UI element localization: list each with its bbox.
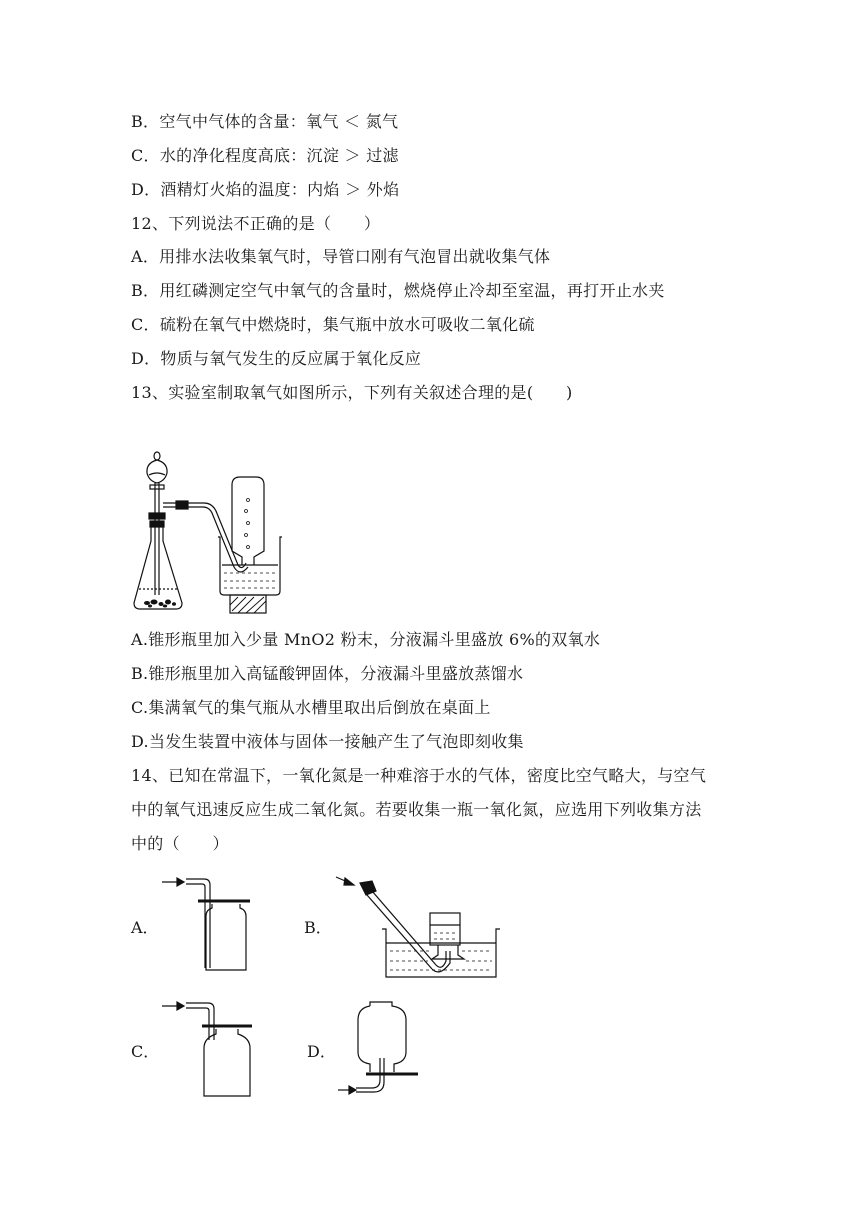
q14-stem-line2: 中的氧气迅速反应生成二氧化氮。若要收集一瓶一氧化氮，应选用下列收集方法 [131, 800, 702, 819]
q13-option-d: D.当发生装置中液体与固体一接触产生了气泡即刻收集 [131, 732, 524, 751]
q12-option-a: A．用排水法收集氧气时，导管口刚有气泡冒出就收集气体 [131, 247, 551, 266]
q12-option-c: C．硫粉在氧气中燃烧时，集气瓶中放水可吸收二氧化硫 [131, 315, 535, 334]
q13-option-c: C.集满氧气的集气瓶从水槽里取出后倒放在桌面上 [131, 698, 491, 717]
q12-stem: 12、下列说法不正确的是（ ） [131, 214, 381, 233]
q11-option-c: C．水的净化程度高底：沉淀 ＞ 过滤 [131, 146, 399, 165]
q14-stem-line1: 14、已知在常温下，一氧化氮是一种难溶于水的气体，密度比空气略大，与空气 [131, 766, 707, 785]
q14-option-d-label: D． [307, 1042, 336, 1061]
q14-option-c-label: C． [131, 1042, 160, 1061]
q13-option-a: A.锥形瓶里加入少量 MnO2 粉末，分液漏斗里盛放 6%的双氧水 [131, 630, 601, 649]
q14-option-a-label: A． [131, 918, 159, 937]
q13-stem: 13、实验室制取氧气如图所示，下列有关叙述合理的是( ) [131, 383, 573, 402]
oxygen-generation-apparatus-icon [130, 445, 290, 617]
q14-option-b-label: B． [304, 918, 332, 937]
q12-option-b: B．用红磷测定空气中氧气的含量时，燃烧停止冷却至室温，再打开止水夹 [131, 281, 665, 300]
upward-air-collection-bottle-icon [160, 876, 260, 976]
inverted-bottle-collection-icon [336, 998, 436, 1100]
downward-air-collection-bottle-icon [160, 1000, 260, 1100]
q11-option-b: B．空气中气体的含量：氧气 ＜ 氮气 [131, 112, 399, 131]
q11-option-d: D．酒精灯火焰的温度：内焰 ＞ 外焰 [131, 180, 400, 199]
q12-option-d: D．物质与氧气发生的反应属于氧化反应 [131, 349, 422, 368]
q14-stem-line3: 中的（ ） [131, 834, 229, 853]
q13-option-b: B.锥形瓶里加入高锰酸钾固体，分液漏斗里盛放蒸馏水 [131, 664, 524, 683]
water-displacement-collection-icon [332, 873, 512, 983]
